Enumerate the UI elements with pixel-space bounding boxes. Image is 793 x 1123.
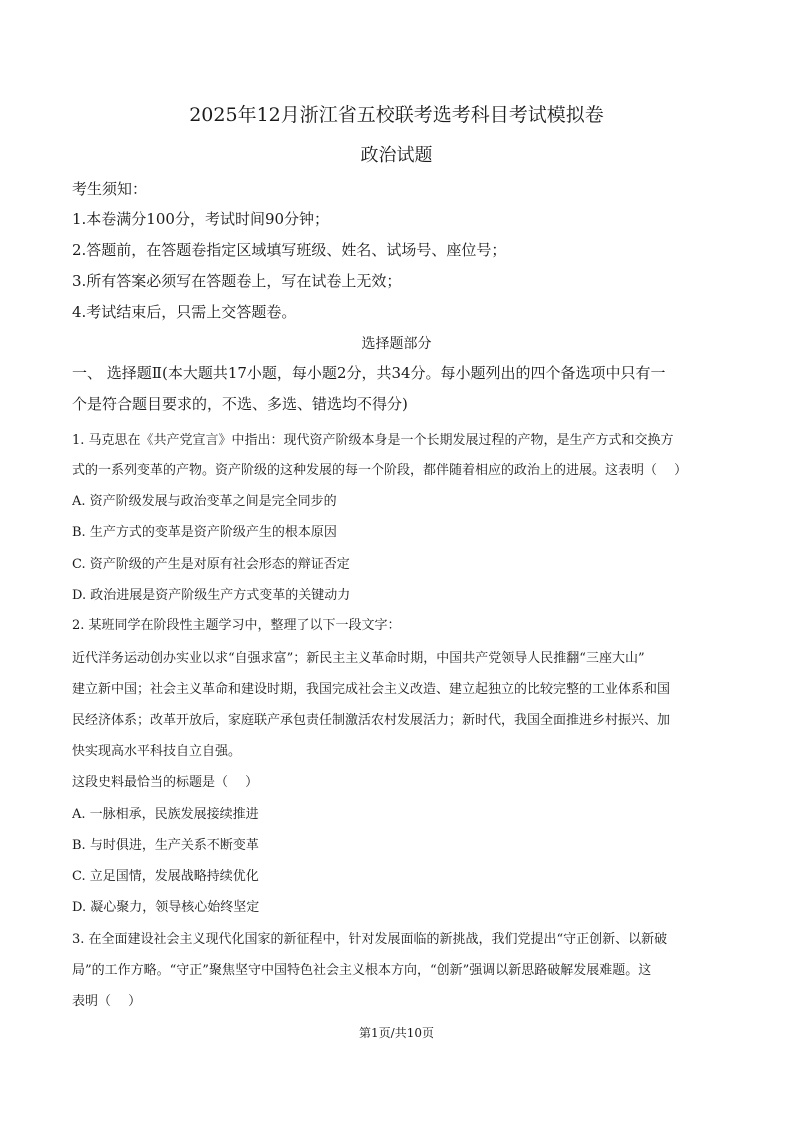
- question-2-option-a: A. 一脉相承，民族发展接续推进: [72, 807, 259, 822]
- question-2-stem-line: 这段史料最恰当的标题是（ ）: [72, 775, 259, 790]
- question-3-stem-line: 3. 在全面建设社会主义现代化国家的新征程中，针对发展面临的新挑战，我们党提出“守正创新、以新破: [72, 932, 668, 947]
- question-1-option-c: C. 资产阶级的产生是对原有社会形态的辩证否定: [72, 557, 350, 572]
- question-2-stem-line: 2. 某班同学在阶段性主题学习中，整理了以下一段文字：: [72, 618, 401, 633]
- question-1-stem-line: 1. 马克思在《共产党宣言》中指出：现代资产阶级本身是一个长期发展过程的产物，是生产方式和交换方: [72, 433, 674, 448]
- page-number: 第1页/共10页: [359, 1026, 434, 1040]
- question-2-stem-line: 建立新中国；社会主义革命和建设时期，我国完成社会主义改造、建立起独立的比较完整的工业体系和国: [72, 682, 671, 697]
- question-1-option-d: D. 政治进展是资产阶级生产方式变革的关键动力: [72, 588, 351, 603]
- section-title: 选择题部分: [361, 336, 432, 352]
- question-2-option-d: D. 凝心聚力，领导核心始终坚定: [72, 900, 260, 915]
- question-3-stem-line: 表明（ ）: [72, 994, 142, 1009]
- question-1-option-a: A. 资产阶级发展与政治变革之间是完全同步的: [72, 494, 337, 509]
- question-2-stem-line: 民经济体系；改革开放后，家庭联产承包责任制激活农村发展活力；新时代，我国全面推进乡村振兴、加: [72, 713, 671, 728]
- notice-item: 2.答题前，在答题卷指定区域填写班级、姓名、试场号、座位号；: [72, 241, 507, 259]
- question-2-option-b: B. 与时俱进，生产关系不断变革: [72, 838, 259, 853]
- question-1-option-b: B. 生产方式的变革是资产阶级产生的根本原因: [72, 525, 337, 540]
- question-2-option-c: C. 立足国情，发展战略持续优化: [72, 869, 259, 884]
- notice-heading: 考生须知：: [72, 180, 148, 198]
- question-1-stem-line: 式的一系列变革的产物。资产阶级的这种发展的每一个阶段，都伴随着相应的政治上的进展。这表明（ ）: [72, 463, 688, 478]
- notice-item: 4.考试结束后，只需上交答题卷。: [72, 303, 297, 321]
- page-title: 2025年12月浙江省五校联考选考科目考试模拟卷: [189, 104, 604, 126]
- question-3-stem-line: 局”的工作方略。“守正”聚焦坚守中国特色社会主义根本方向，“创新”强调以新思路破解发展难题。这: [72, 963, 652, 978]
- question-2-stem-line: 快实现高水平科技自立自强。: [72, 744, 242, 759]
- notice-item: 1.本卷满分100分，考试时间90分钟；: [72, 210, 330, 228]
- part-instruction-line: 一、 选择题Ⅱ(本大题共17小题，每小题2分，共34分。每小题列出的四个备选项中只有一: [72, 364, 666, 382]
- notice-item: 3.所有答案必须写在答题卷上，写在试卷上无效；: [72, 272, 402, 290]
- question-2-stem-line: 近代洋务运动创办实业以求“自强求富”；新民主主义革命时期，中国共产党领导人民推翻“三座大山”: [72, 651, 645, 666]
- part-instruction-line: 个是符合题目要求的，不选、多选、错选均不得分): [72, 395, 408, 413]
- page-subtitle: 政治试题: [360, 145, 433, 166]
